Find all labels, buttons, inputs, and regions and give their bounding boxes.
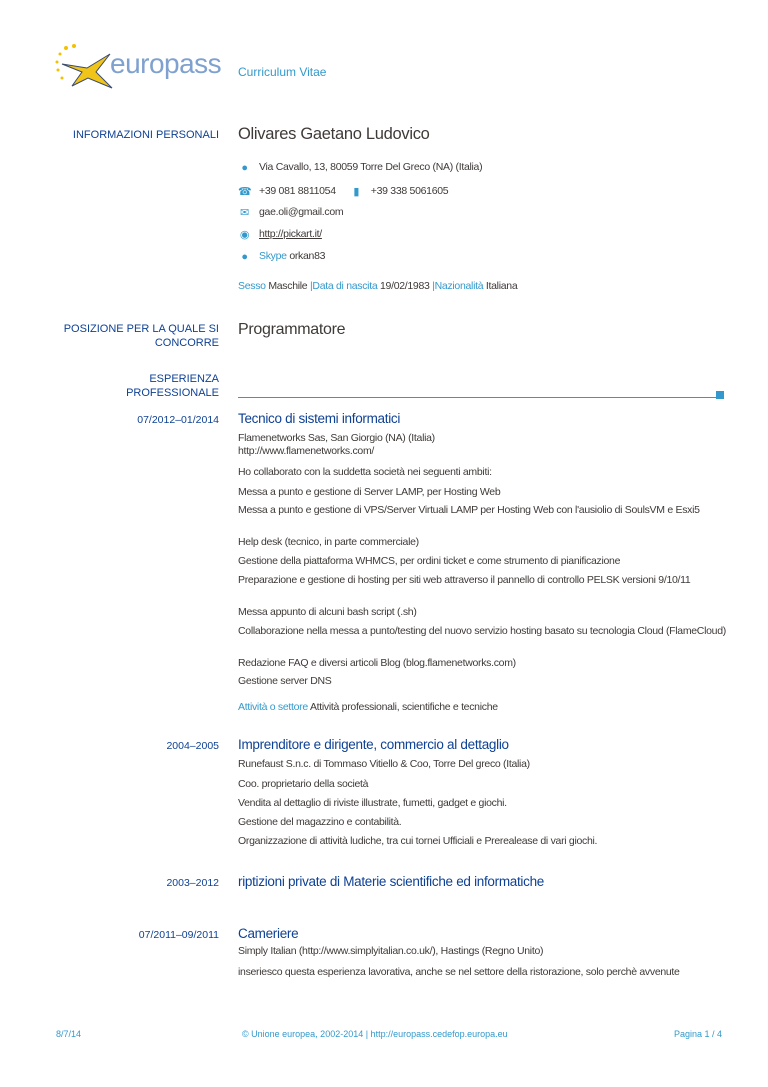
footer-date: 8/7/14	[56, 1029, 82, 1039]
job-date: 2003–2012	[166, 877, 219, 889]
skype-label: Skype	[259, 250, 287, 262]
mobile: +39 338 5061605	[370, 185, 449, 197]
job-item: Redazione FAQ e diversi articoli Blog (blog.flamenetworks.com)	[238, 657, 516, 669]
europass-logo	[52, 42, 222, 92]
phone: +39 081 8811054	[259, 185, 336, 197]
job-item: Gestione della piattaforma WHMCS, per ordini ticket e come strumento di pianificazione	[238, 555, 621, 567]
section-label-experience: ESPERIENZA PROFESSIONALE	[126, 373, 219, 399]
job-sector	[238, 701, 498, 714]
position-value: Programmatore	[238, 321, 346, 338]
email[interactable]: gae.oli@gmail.com	[259, 206, 344, 218]
mobile-icon: ▮	[353, 185, 360, 198]
sector-value: Attività professionali, scientifiche e tecniche	[309, 701, 498, 713]
email-row	[238, 206, 343, 219]
birth-date: 19/02/1983	[380, 280, 430, 292]
job-employer: Simply Italian (http://www.simplyitalian.co.uk/), Hastings (Regno Unito)	[238, 945, 544, 957]
section-divider	[238, 397, 716, 398]
job-item: inseriesco questa esperienza lavorativa, anche se nel settore della ristorazione, solo perchè avvenute	[238, 966, 680, 978]
footer-copyright: © Unione europea, 2002-2014 | http://europass.cedefop.europa.eu	[242, 1029, 508, 1039]
personal-details-row	[238, 280, 517, 293]
job-item: Preparazione e gestione di hosting per siti web attraverso il pannello di controllo PELSK versioni 9/10/11	[238, 574, 691, 586]
sex: Maschile	[268, 280, 308, 292]
sector-label: Attività o settore	[238, 701, 308, 713]
job-item: Messa appunto di alcuni bash script (.sh)	[238, 606, 417, 618]
website-row	[238, 228, 322, 241]
person-name: Olivares Gaetano Ludovico	[238, 125, 430, 143]
job-item: Vendita al dettaglio di riviste illustrate, fumetti, gadget e giochi.	[238, 797, 507, 809]
job-item: Messa a punto e gestione di Server LAMP, per Hosting Web	[238, 486, 501, 498]
phone-icon: ☎	[238, 185, 252, 198]
section-label-personal: INFORMAZIONI PERSONALI	[72, 129, 219, 141]
email-icon: ✉	[240, 206, 249, 219]
skype-row	[238, 250, 325, 263]
job-date: 07/2012–01/2014	[137, 414, 219, 426]
birth-label: Data di nascita	[312, 280, 378, 292]
job-title: Imprenditore e dirigente, commercio al dettaglio	[238, 737, 509, 752]
job-title: riptizioni private di Materie scientifiche ed informatiche	[238, 874, 544, 889]
job-item: Help desk (tecnico, in parte commerciale)	[238, 536, 419, 548]
separator: |	[309, 280, 313, 292]
job-date: 07/2011–09/2011	[138, 929, 219, 941]
phone-row	[238, 185, 448, 198]
nationality-label: Nazionalità	[434, 280, 484, 292]
website-link[interactable]: http://pickart.it/	[259, 228, 322, 240]
chat-bubble-icon: ●	[241, 250, 248, 263]
footer-page-number: Pagina 1 / 4	[673, 1029, 722, 1039]
job-employer: Flamenetworks Sas, San Giorgio (NA) (Italia)	[238, 432, 435, 444]
nationality: Italiana	[485, 280, 518, 292]
job-item: Messa a punto e gestione di VPS/Server Virtuali LAMP per Hosting Web con l'ausiolio di SoulsVM e Esxi5	[238, 504, 700, 516]
job-date: 2004–2005	[166, 740, 219, 752]
job-employer-url: http://www.flamenetworks.com/	[238, 445, 375, 457]
job-item: Organizzazione di attività ludiche, tra cui tornei Ufficiali e Prerealease di vari giochi.	[238, 835, 598, 847]
job-title: Tecnico di sistemi informatici	[238, 411, 401, 426]
location-pin-icon: ●	[241, 161, 248, 174]
sex-label: Sesso	[238, 280, 266, 292]
job-item: Ho collaborato con la suddetta società nei seguenti ambiti:	[238, 466, 492, 478]
job-title: Cameriere	[238, 926, 299, 941]
logo-text: europass	[110, 48, 222, 79]
doc-title: Curriculum Vitae	[238, 65, 327, 79]
address-row	[238, 161, 482, 174]
job-employer: Runefaust S.n.c. di Tommaso Vitiello & Coo, Torre Del greco (Italia)	[238, 758, 530, 770]
job-item: Collaborazione nella messa a punto/testing del nuovo servizio hosting basato su tecnologia Cloud (FlameCloud)	[238, 625, 726, 637]
section-divider-square	[716, 391, 724, 399]
skype-id: orkan83	[289, 250, 326, 262]
job-item: Coo. proprietario della società	[238, 778, 369, 790]
separator: |	[432, 280, 435, 292]
globe-icon: ◉	[239, 228, 250, 241]
job-item: Gestione del magazzino e contabilità.	[238, 816, 402, 828]
address: Via Cavallo, 13, 80059 Torre Del Greco (NA) (Italia)	[259, 161, 483, 173]
job-item: Gestione server DNS	[238, 675, 332, 687]
section-label-position: POSIZIONE PER LA QUALE SI CONCORRE	[63, 323, 219, 349]
